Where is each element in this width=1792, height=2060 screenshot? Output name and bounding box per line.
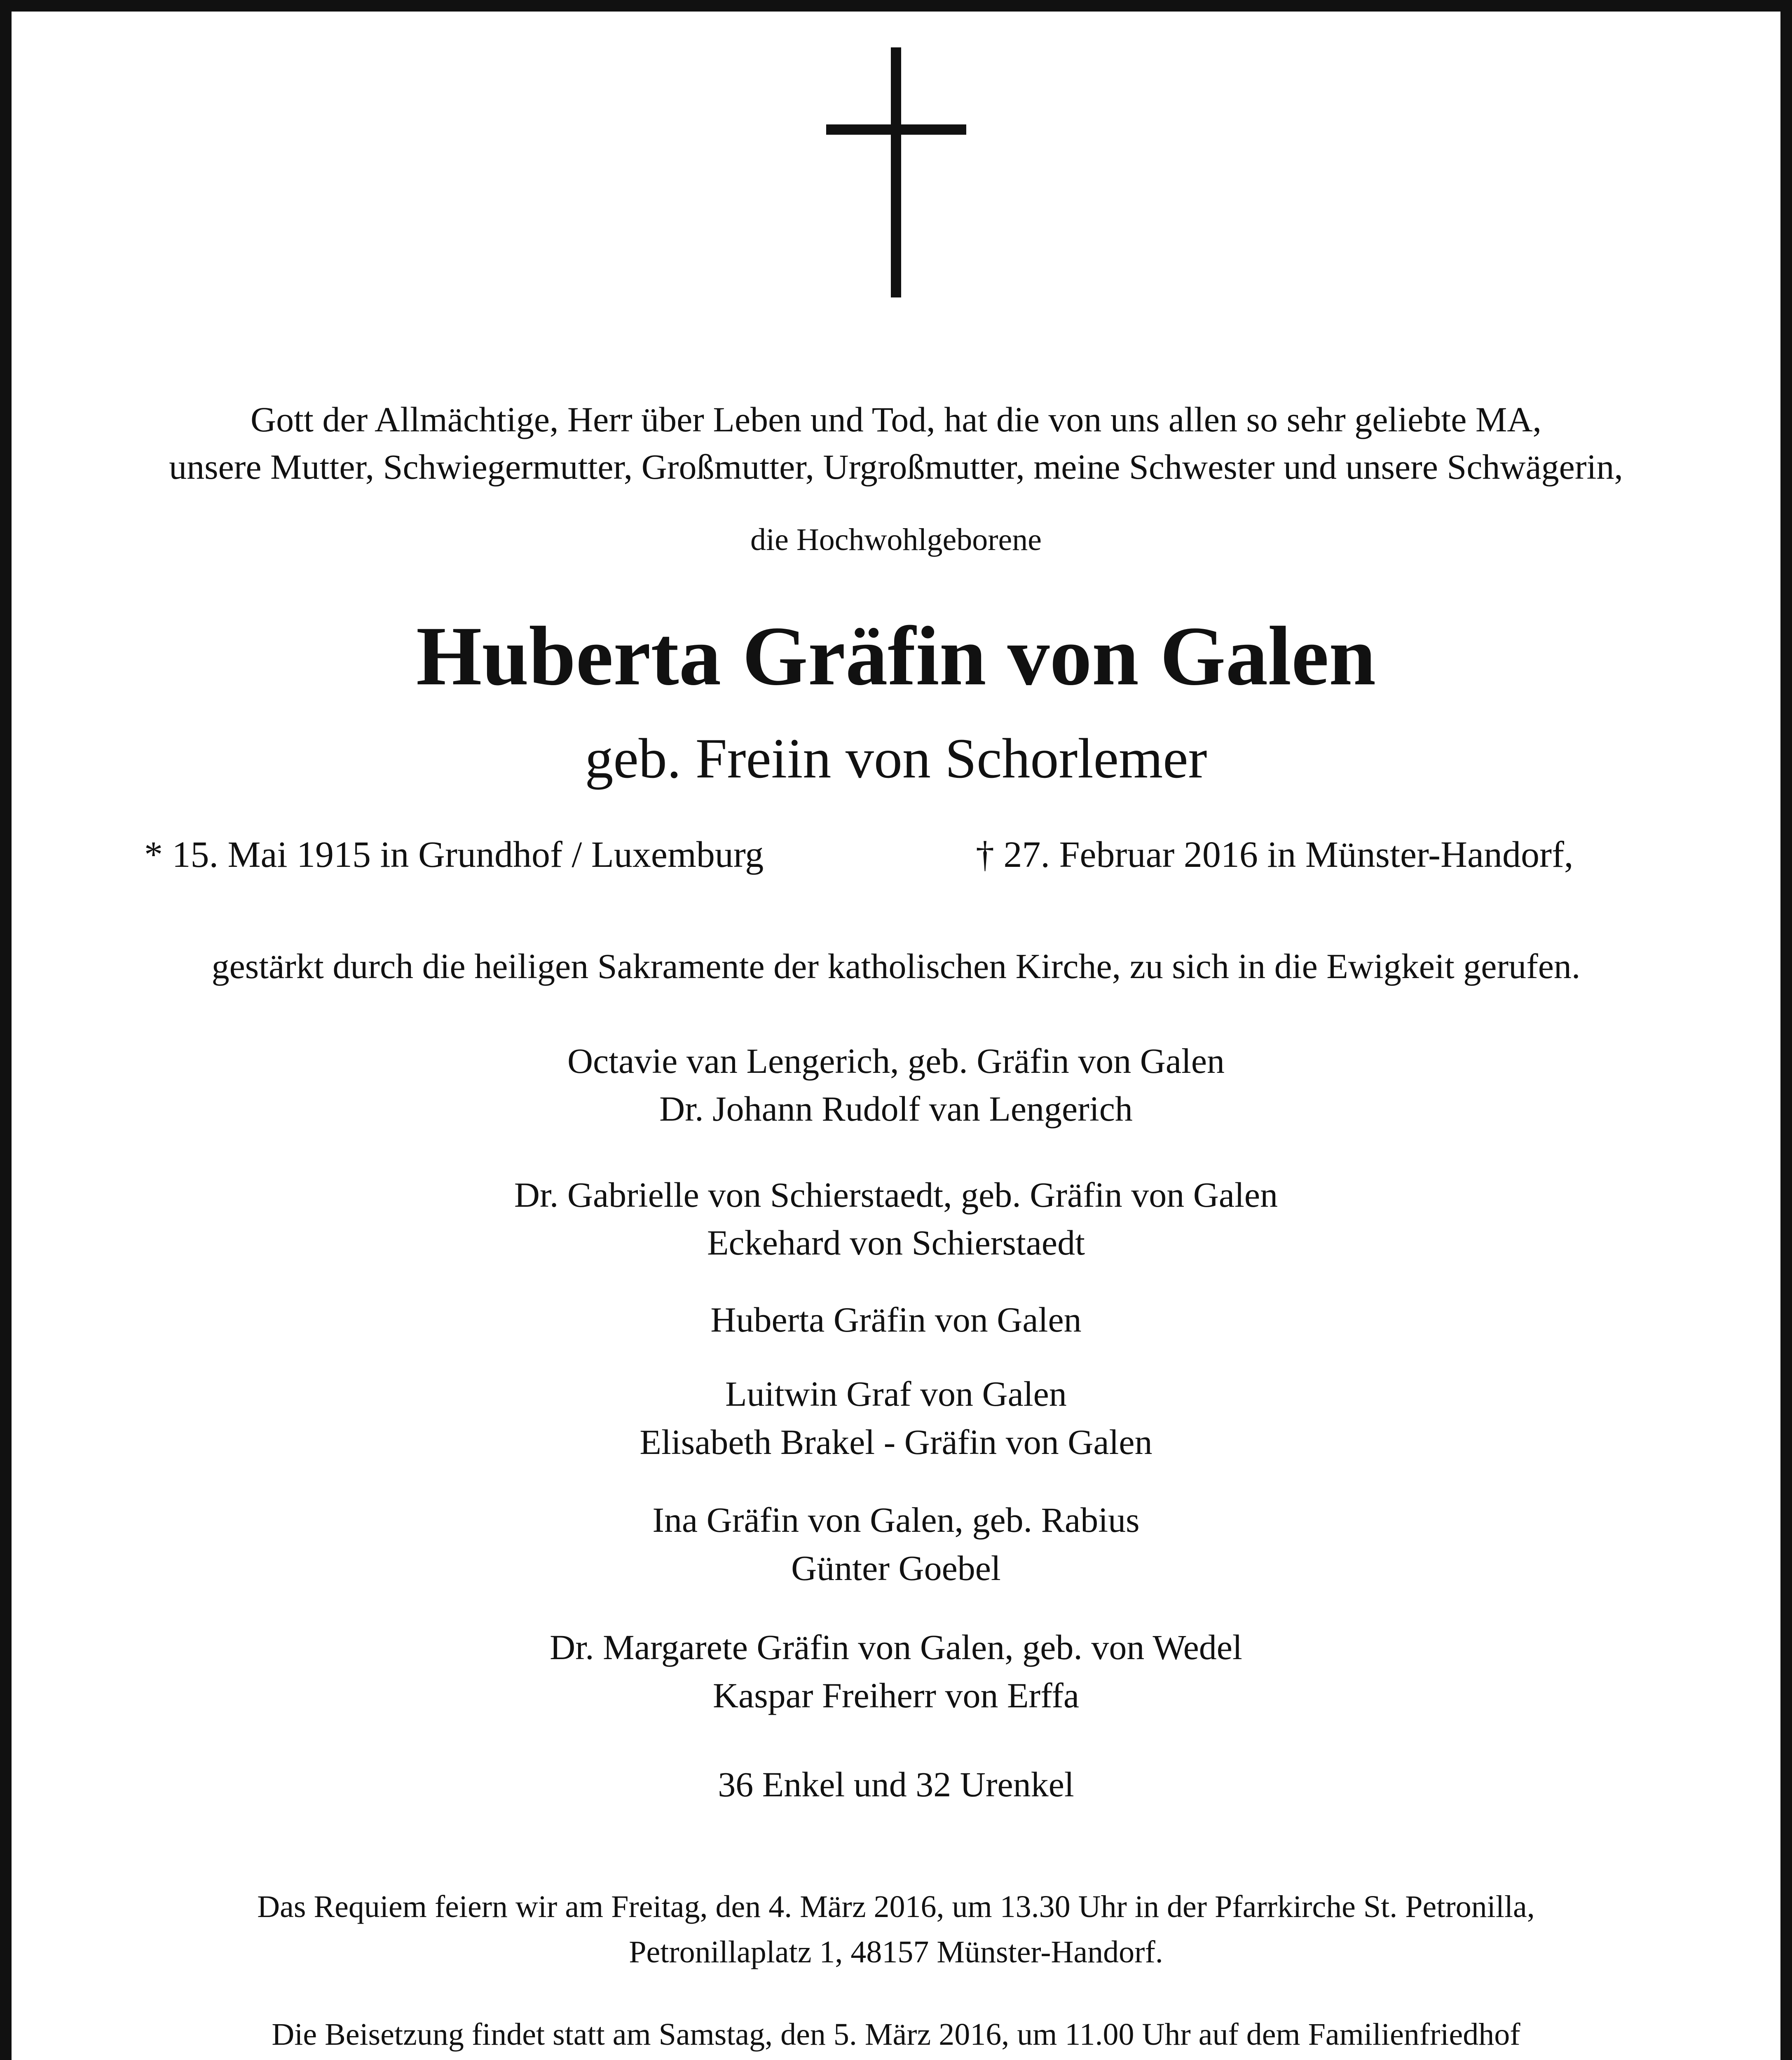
deceased-name: Huberta Gräfin von Galen xyxy=(416,609,1376,703)
mourner-name: Dr. Johann Rudolf van Lengerich xyxy=(659,1089,1133,1128)
intro-line-3: die Hochwohlgeborene xyxy=(750,522,1042,557)
requiem-line-1: Das Requiem feiern wir am Freitag, den 4. März 2016, um 13.30 Uhr in der Pfarrkirche St. Petronilla, xyxy=(257,1889,1535,1924)
intro-line-1: Gott der Allmächtige, Herr über Leben und Tod, hat die von uns allen so sehr geliebte MA, xyxy=(251,400,1541,439)
birth-date: * 15. Mai 1915 in Grundhof / Luxemburg xyxy=(144,834,764,875)
intro-line-2: unsere Mutter, Schwiegermutter, Großmutter, Urgroßmutter, meine Schwester und unsere Schwägerin, xyxy=(169,447,1623,487)
birth-name: geb. Freiin von Schorlemer xyxy=(585,727,1207,790)
mourner-name: Elisabeth Brakel - Gräfin von Galen xyxy=(639,1422,1153,1462)
mourner-name: Dr. Margarete Gräfin von Galen, geb. von Wedel xyxy=(550,1627,1242,1667)
mourner-name: Ina Gräfin von Galen, geb. Rabius xyxy=(652,1500,1140,1540)
mourner-name: Eckehard von Schierstaedt xyxy=(707,1223,1085,1262)
mourner-name: Dr. Gabrielle von Schierstaedt, geb. Gräfin von Galen xyxy=(514,1175,1278,1215)
death-date: † 27. Februar 2016 in Münster-Handorf, xyxy=(976,834,1574,875)
mourner-name: Huberta Gräfin von Galen xyxy=(710,1300,1082,1339)
mourner-name: Octavie van Lengerich, geb. Gräfin von Galen xyxy=(567,1041,1225,1081)
burial-line-1: Die Beisetzung findet statt am Samstag, den 5. März 2016, um 11.00 Uhr auf dem Familienfriedhof xyxy=(272,2017,1520,2052)
requiem-line-2: Petronillaplatz 1, 48157 Münster-Handorf. xyxy=(629,1935,1163,1969)
mourner-name: Günter Goebel xyxy=(791,1548,1001,1588)
descendants-count: 36 Enkel und 32 Urenkel xyxy=(718,1765,1074,1804)
mourner-name: Luitwin Graf von Galen xyxy=(725,1374,1067,1414)
sacraments-text: gestärkt durch die heiligen Sakramente der katholischen Kirche, zu sich in die Ewigkeit gerufen. xyxy=(211,946,1581,986)
mourner-name: Kaspar Freiherr von Erffa xyxy=(712,1676,1080,1715)
